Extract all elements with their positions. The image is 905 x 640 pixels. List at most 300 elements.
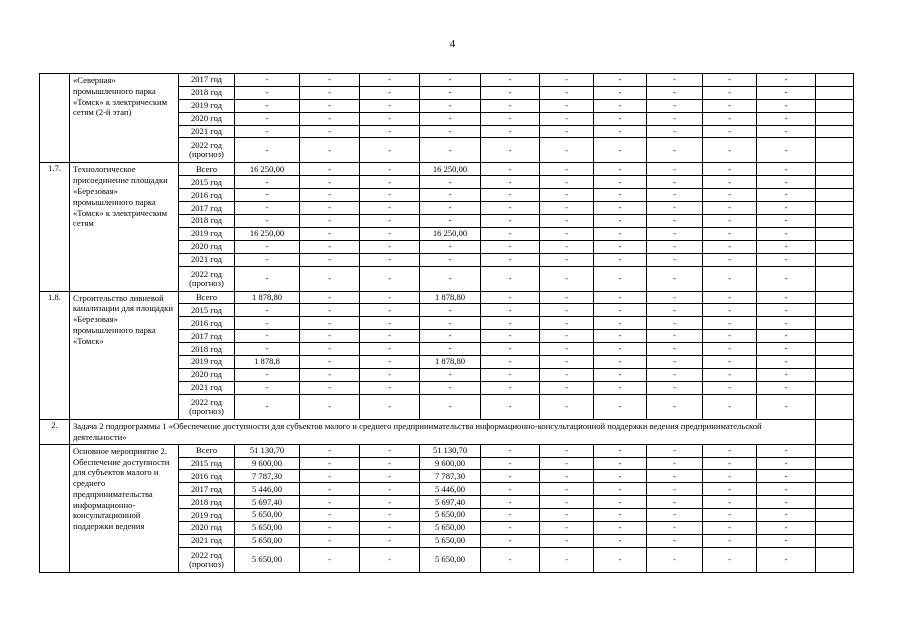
value-cell: - [300, 86, 360, 99]
value-cell: - [703, 125, 757, 138]
value-cell: - [647, 291, 703, 304]
value-cell: - [481, 457, 540, 470]
value-cell: - [481, 534, 540, 547]
value-cell: - [360, 509, 420, 522]
value-cell: - [481, 86, 540, 99]
year-cell: Всего [179, 163, 235, 176]
year-cell: 2020 год [179, 368, 235, 381]
table-row [40, 74, 854, 87]
value-cell: - [300, 522, 360, 535]
value-cell [816, 202, 854, 215]
value-cell: - [300, 266, 360, 291]
value-cell [816, 394, 854, 419]
value-cell: - [647, 86, 703, 99]
value-cell: 16 250,00 [420, 227, 481, 240]
year-cell: 2015 год [179, 304, 235, 317]
value-cell: - [703, 112, 757, 125]
table-row [40, 444, 854, 457]
value-cell [816, 496, 854, 509]
value-cell: - [757, 381, 816, 394]
value-cell: - [300, 202, 360, 215]
value-cell: - [420, 343, 481, 356]
value-cell: - [703, 547, 757, 572]
value-cell [816, 509, 854, 522]
value-cell: - [757, 253, 816, 266]
value-cell: - [235, 253, 300, 266]
value-cell: - [235, 266, 300, 291]
value-cell: - [703, 163, 757, 176]
year-cell: 2022 год (прогноз) [179, 138, 235, 163]
value-cell: - [235, 215, 300, 228]
value-cell: - [703, 99, 757, 112]
value-cell: - [757, 112, 816, 125]
value-cell: 9 600,00 [420, 457, 481, 470]
value-cell: - [703, 470, 757, 483]
value-cell: - [360, 138, 420, 163]
value-cell: - [235, 138, 300, 163]
value-cell: - [360, 317, 420, 330]
value-cell: - [481, 74, 540, 87]
value-cell: - [300, 547, 360, 572]
year-cell: 2020 год [179, 240, 235, 253]
value-cell: - [300, 444, 360, 457]
value-cell: - [594, 522, 647, 535]
value-cell: - [703, 457, 757, 470]
value-cell: - [757, 343, 816, 356]
value-cell: - [300, 99, 360, 112]
value-cell: - [235, 189, 300, 202]
value-cell: - [647, 266, 703, 291]
value-cell: - [235, 304, 300, 317]
value-cell: - [594, 330, 647, 343]
value-cell: - [481, 99, 540, 112]
value-cell: - [594, 547, 647, 572]
value-cell: - [703, 74, 757, 87]
value-cell: - [757, 547, 816, 572]
value-cell: - [594, 227, 647, 240]
value-cell: - [703, 240, 757, 253]
value-cell: - [481, 547, 540, 572]
value-cell: 5 650,00 [235, 509, 300, 522]
value-cell: - [757, 74, 816, 87]
year-cell: 2017 год [179, 483, 235, 496]
value-cell: - [594, 240, 647, 253]
value-cell: - [703, 381, 757, 394]
value-cell: 5 650,00 [420, 547, 481, 572]
value-cell: - [540, 291, 594, 304]
value-cell: - [300, 509, 360, 522]
value-cell: - [420, 368, 481, 381]
value-cell: - [481, 112, 540, 125]
value-cell: - [647, 317, 703, 330]
value-cell: - [481, 330, 540, 343]
value-cell: - [420, 266, 481, 291]
value-cell: - [300, 112, 360, 125]
year-cell: 2017 год [179, 330, 235, 343]
value-cell: - [300, 138, 360, 163]
value-cell: - [703, 368, 757, 381]
value-cell: - [540, 304, 594, 317]
value-cell: - [360, 394, 420, 419]
value-cell: - [594, 470, 647, 483]
value-cell: - [360, 330, 420, 343]
value-cell: - [481, 291, 540, 304]
value-cell: - [360, 202, 420, 215]
value-cell: - [300, 330, 360, 343]
value-cell: - [300, 240, 360, 253]
value-cell: - [703, 330, 757, 343]
value-cell: - [647, 202, 703, 215]
value-cell: - [757, 189, 816, 202]
value-cell: - [647, 215, 703, 228]
value-cell: - [540, 202, 594, 215]
value-cell [816, 534, 854, 547]
value-cell: - [757, 534, 816, 547]
value-cell [816, 86, 854, 99]
value-cell: - [540, 112, 594, 125]
value-cell: - [420, 394, 481, 419]
value-cell: - [647, 470, 703, 483]
value-cell [816, 483, 854, 496]
value-cell: - [757, 444, 816, 457]
value-cell: - [594, 253, 647, 266]
value-cell: - [300, 470, 360, 483]
value-cell [816, 215, 854, 228]
value-cell: - [481, 522, 540, 535]
value-cell: 16 250,00 [235, 163, 300, 176]
value-cell: - [481, 215, 540, 228]
value-cell: - [360, 368, 420, 381]
value-cell: - [235, 240, 300, 253]
value-cell: - [481, 368, 540, 381]
value-cell: - [594, 189, 647, 202]
value-cell: - [481, 444, 540, 457]
value-cell: - [594, 444, 647, 457]
value-cell: - [647, 547, 703, 572]
value-cell: - [703, 483, 757, 496]
value-cell: - [481, 496, 540, 509]
value-cell: - [420, 381, 481, 394]
value-cell: - [300, 356, 360, 369]
value-cell: 5 650,00 [420, 522, 481, 535]
value-cell: 5 650,00 [235, 522, 300, 535]
value-cell [816, 112, 854, 125]
value-cell: - [647, 381, 703, 394]
item-name: Основное мероприятие 2. Обеспечение доступности для субъектов малого и среднего предпринимательства информационно-консультационной поддержки ведения [70, 444, 179, 572]
value-cell: - [540, 317, 594, 330]
value-cell: 5 697,40 [235, 496, 300, 509]
value-cell: - [360, 189, 420, 202]
value-cell: - [360, 112, 420, 125]
value-cell: - [757, 227, 816, 240]
value-cell: - [540, 125, 594, 138]
value-cell: - [235, 86, 300, 99]
value-cell: - [360, 227, 420, 240]
value-cell: - [594, 138, 647, 163]
value-cell: - [360, 291, 420, 304]
value-cell: - [360, 163, 420, 176]
value-cell: - [594, 125, 647, 138]
value-cell: - [540, 266, 594, 291]
value-cell: - [647, 444, 703, 457]
year-cell: 2017 год [179, 202, 235, 215]
value-cell: - [481, 304, 540, 317]
value-cell: - [594, 394, 647, 419]
value-cell: - [647, 496, 703, 509]
year-cell: 2015 год [179, 457, 235, 470]
value-cell: - [757, 496, 816, 509]
value-cell: 5 446,00 [235, 483, 300, 496]
task-row [40, 419, 854, 444]
value-cell: - [594, 483, 647, 496]
value-cell: - [300, 253, 360, 266]
year-cell: 2017 год [179, 74, 235, 87]
value-cell: - [540, 189, 594, 202]
value-cell: - [757, 99, 816, 112]
value-cell: - [300, 215, 360, 228]
value-cell: 5 650,00 [420, 509, 481, 522]
value-cell [816, 343, 854, 356]
value-cell: 16 250,00 [420, 163, 481, 176]
value-cell [816, 470, 854, 483]
value-cell [816, 547, 854, 572]
value-cell: - [300, 381, 360, 394]
value-cell: - [360, 74, 420, 87]
value-cell: - [540, 227, 594, 240]
value-cell: - [594, 356, 647, 369]
item-name: Технологическое присоединение площадки «Березовая» промышленного парка «Томск» к электрическим сетям [70, 163, 179, 291]
value-cell: - [647, 240, 703, 253]
year-cell: 2021 год [179, 381, 235, 394]
value-cell: - [703, 356, 757, 369]
value-cell: - [300, 227, 360, 240]
value-cell: - [540, 394, 594, 419]
value-cell: - [420, 112, 481, 125]
value-cell: - [757, 470, 816, 483]
value-cell: - [647, 522, 703, 535]
value-cell [816, 330, 854, 343]
value-cell: - [360, 496, 420, 509]
table-row [40, 291, 854, 304]
value-cell: - [647, 227, 703, 240]
value-cell: - [481, 240, 540, 253]
value-cell: - [235, 125, 300, 138]
task-number: 2. [40, 419, 70, 444]
value-cell: - [481, 317, 540, 330]
value-cell: - [420, 253, 481, 266]
value-cell: - [647, 176, 703, 189]
value-cell [816, 176, 854, 189]
value-cell: - [757, 330, 816, 343]
value-cell [816, 419, 854, 444]
value-cell [816, 368, 854, 381]
value-cell: - [540, 368, 594, 381]
value-cell: - [757, 240, 816, 253]
value-cell: - [703, 138, 757, 163]
value-cell: - [540, 496, 594, 509]
value-cell: - [703, 227, 757, 240]
value-cell: 1 878,80 [420, 291, 481, 304]
value-cell: - [420, 304, 481, 317]
value-cell [816, 381, 854, 394]
value-cell: - [360, 253, 420, 266]
value-cell: - [703, 253, 757, 266]
value-cell: - [540, 176, 594, 189]
value-cell: - [420, 176, 481, 189]
value-cell: - [360, 215, 420, 228]
value-cell: - [757, 368, 816, 381]
value-cell: 7 787,30 [235, 470, 300, 483]
year-cell: Всего [179, 444, 235, 457]
value-cell: - [703, 534, 757, 547]
value-cell: - [594, 202, 647, 215]
value-cell: - [540, 457, 594, 470]
value-cell: - [540, 253, 594, 266]
value-cell: - [235, 176, 300, 189]
value-cell: - [594, 304, 647, 317]
value-cell: - [703, 444, 757, 457]
value-cell: - [647, 509, 703, 522]
value-cell: - [594, 368, 647, 381]
year-cell: 2018 год [179, 86, 235, 99]
value-cell [816, 227, 854, 240]
value-cell [816, 304, 854, 317]
value-cell: - [757, 394, 816, 419]
value-cell: - [481, 176, 540, 189]
value-cell: - [540, 509, 594, 522]
value-cell: - [757, 356, 816, 369]
value-cell: - [647, 74, 703, 87]
value-cell: - [540, 343, 594, 356]
value-cell: - [703, 394, 757, 419]
value-cell: - [300, 176, 360, 189]
value-cell: - [540, 99, 594, 112]
year-cell: 2016 год [179, 189, 235, 202]
value-cell: - [647, 368, 703, 381]
value-cell: - [360, 470, 420, 483]
value-cell: - [300, 368, 360, 381]
value-cell: - [360, 381, 420, 394]
value-cell: - [594, 163, 647, 176]
value-cell: - [647, 394, 703, 419]
value-cell: - [703, 86, 757, 99]
value-cell: - [481, 253, 540, 266]
value-cell: - [540, 444, 594, 457]
value-cell: - [420, 189, 481, 202]
value-cell: - [360, 534, 420, 547]
value-cell: 5 650,00 [235, 547, 300, 572]
value-cell: - [235, 99, 300, 112]
value-cell: - [540, 547, 594, 572]
value-cell: - [360, 483, 420, 496]
value-cell: - [420, 330, 481, 343]
value-cell: - [594, 99, 647, 112]
value-cell: 5 446,00 [420, 483, 481, 496]
value-cell: - [540, 86, 594, 99]
value-cell: - [481, 138, 540, 163]
year-cell: 2019 год [179, 356, 235, 369]
value-cell [816, 317, 854, 330]
value-cell: - [481, 163, 540, 176]
value-cell: - [703, 496, 757, 509]
value-cell: - [647, 189, 703, 202]
value-cell: - [300, 496, 360, 509]
value-cell: - [235, 202, 300, 215]
value-cell: - [594, 86, 647, 99]
value-cell: - [540, 74, 594, 87]
value-cell: 5 650,00 [420, 534, 481, 547]
value-cell: - [594, 457, 647, 470]
value-cell: - [300, 125, 360, 138]
budget-table [39, 73, 854, 573]
value-cell: - [757, 509, 816, 522]
year-cell: 2016 год [179, 470, 235, 483]
value-cell: - [647, 112, 703, 125]
value-cell: - [300, 304, 360, 317]
value-cell: - [481, 470, 540, 483]
value-cell: 16 250,00 [235, 227, 300, 240]
value-cell: - [235, 112, 300, 125]
value-cell: - [757, 522, 816, 535]
value-cell: - [360, 356, 420, 369]
year-cell: 2021 год [179, 534, 235, 547]
value-cell: 9 600,00 [235, 457, 300, 470]
value-cell: - [360, 444, 420, 457]
value-cell: 5 697,40 [420, 496, 481, 509]
value-cell: - [235, 394, 300, 419]
year-cell: 2015 год [179, 176, 235, 189]
value-cell: - [360, 457, 420, 470]
value-cell: - [540, 356, 594, 369]
value-cell: - [481, 343, 540, 356]
value-cell: - [481, 509, 540, 522]
value-cell: - [360, 99, 420, 112]
value-cell: - [647, 457, 703, 470]
value-cell [816, 163, 854, 176]
value-cell: - [594, 112, 647, 125]
value-cell: - [300, 394, 360, 419]
value-cell: - [360, 240, 420, 253]
value-cell: - [647, 483, 703, 496]
value-cell: - [300, 457, 360, 470]
table-row [40, 163, 854, 176]
year-cell: 2019 год [179, 99, 235, 112]
value-cell: - [540, 138, 594, 163]
value-cell: - [647, 253, 703, 266]
value-cell: - [757, 138, 816, 163]
value-cell: - [420, 202, 481, 215]
value-cell: - [647, 356, 703, 369]
value-cell: - [360, 343, 420, 356]
value-cell: - [703, 317, 757, 330]
year-cell: 2019 год [179, 509, 235, 522]
value-cell: - [300, 534, 360, 547]
value-cell [816, 266, 854, 291]
value-cell: - [703, 202, 757, 215]
value-cell: - [757, 163, 816, 176]
year-cell: 2022 год (прогноз) [179, 547, 235, 572]
value-cell: - [757, 215, 816, 228]
value-cell: - [703, 522, 757, 535]
value-cell: - [594, 317, 647, 330]
value-cell [816, 444, 854, 457]
value-cell: - [647, 343, 703, 356]
value-cell: - [703, 189, 757, 202]
value-cell: - [540, 483, 594, 496]
value-cell: - [300, 343, 360, 356]
value-cell: - [757, 457, 816, 470]
year-cell: Всего [179, 291, 235, 304]
